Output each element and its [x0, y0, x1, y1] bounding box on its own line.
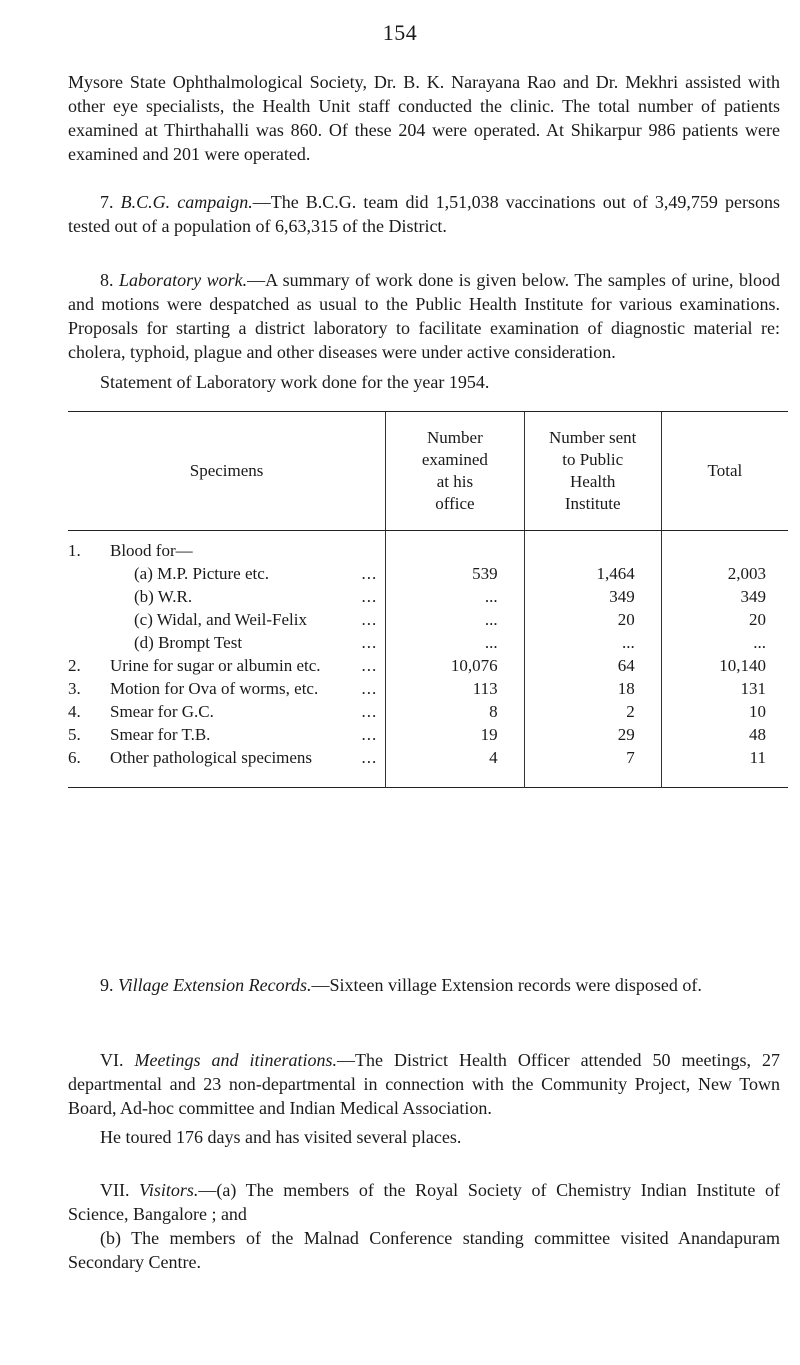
examined-cell: 4 [386, 746, 524, 788]
header-line: to Public [562, 450, 624, 469]
specimen-label: Smear for T.B. [110, 725, 211, 744]
paragraph-tours: He toured 176 days and has visited several places. [100, 1127, 462, 1147]
header-line: Number sent [549, 428, 637, 447]
section-text: —A summary of work done is given below. The samples of urine, blood and motions were despatched as usual to the Public Health Institute for various examinations. Proposals for starting a district laboratory to facilitate examination of diagnostic material re: cholera, typhoid, plague and other diseases were under active consideration. [68, 270, 781, 362]
section-number: 9. [100, 975, 114, 995]
specimen-label: Smear for G.C. [110, 702, 214, 721]
specimen-cell [68, 700, 386, 723]
examined-cell: 539 [386, 562, 524, 585]
specimen-number: 6. [68, 748, 81, 767]
paragraph-bcg-campaign [68, 190, 780, 238]
paragraph-visitors-b: (b) The members of the Malnad Conference standing committee visited Anandapuram Secondary Centre. [68, 1228, 780, 1272]
paragraph-ophthalmic-clinic: Mysore State Ophthalmological Society, Dr. B. K. Narayana Rao and Dr. Mekhri assisted with other eye specialists, the Health Unit staff conducted the clinic. The total number of patients examined at Thirthahalli was 860. Of these 204 were operated. At Shikarpur 986 patients were examined and 201 were operated. [68, 72, 780, 164]
table-row [68, 585, 788, 608]
specimen-label: Blood for— [110, 541, 193, 560]
header-total: Total [661, 412, 788, 531]
leader-dots: ... [361, 564, 378, 583]
total-cell: 131 [661, 677, 788, 700]
specimen-label: (c) Widal, and Weil-Felix [134, 610, 307, 629]
header-specimens: Specimens [68, 412, 386, 531]
examined-cell: 113 [386, 677, 524, 700]
examined-cell [386, 531, 524, 563]
specimen-cell [68, 585, 386, 608]
specimen-label: (b) W.R. [134, 587, 193, 606]
table-header-row [68, 412, 788, 531]
section-text: —(a) The members of the Royal Society of Chemistry Indian Institute of Science, Bangalore ; and [68, 1180, 780, 1224]
paragraph-village-extension [68, 973, 780, 997]
section-text: —Sixteen village Extension records were disposed of. [311, 975, 702, 995]
specimen-label: Urine for sugar or albumin etc. [110, 656, 321, 675]
header-line: examined [421, 450, 488, 469]
specimen-label: Motion for Ova of worms, etc. [110, 679, 319, 698]
specimen-cell [68, 723, 386, 746]
specimen-label: Other pathological specimens [110, 748, 313, 767]
leader-dots: ... [361, 587, 378, 606]
specimen-label: (d) Brompt Test [134, 633, 243, 652]
sent-cell: 349 [524, 585, 661, 608]
total-cell: ... [661, 631, 788, 654]
section-number: 7. [100, 192, 114, 212]
header-line: Health [570, 472, 616, 491]
specimen-cell [68, 677, 386, 700]
table-row [68, 723, 788, 746]
table-row [68, 608, 788, 631]
total-cell: 2,003 [661, 562, 788, 585]
specimen-number: 2. [68, 656, 81, 675]
header-sent [524, 412, 661, 531]
table-row [68, 677, 788, 700]
sent-cell: ... [524, 631, 661, 654]
sent-cell: 20 [524, 608, 661, 631]
specimen-number: 4. [68, 702, 81, 721]
table-caption: Statement of Laboratory work done for the year 1954. [100, 372, 490, 392]
specimen-number: 5. [68, 725, 81, 744]
specimen-cell [68, 631, 386, 654]
section-title: Visitors. [139, 1180, 199, 1200]
total-cell: 48 [661, 723, 788, 746]
laboratory-work-table [68, 411, 788, 788]
paragraph-meetings [68, 1048, 780, 1120]
table-row [68, 562, 788, 585]
sent-cell: 29 [524, 723, 661, 746]
specimen-cell [68, 746, 386, 788]
section-number: VII. [100, 1180, 130, 1200]
total-cell: 11 [661, 746, 788, 788]
total-cell: 349 [661, 585, 788, 608]
table-row [68, 531, 788, 563]
page-number: 154 [382, 20, 418, 45]
specimen-label: (a) M.P. Picture etc. [134, 564, 270, 583]
section-text: —The B.C.G. team did 1,51,038 vaccinations out of 3,49,759 persons tested out of a population of 6,63,315 of the District. [68, 192, 781, 236]
header-line: at his [436, 472, 474, 491]
sent-cell: 7 [524, 746, 661, 788]
section-title: B.C.G. campaign. [120, 192, 253, 212]
header-line: Number [427, 428, 483, 447]
leader-dots: ... [361, 725, 378, 744]
specimen-number: 1. [68, 541, 81, 560]
table-row [68, 700, 788, 723]
table-row [68, 654, 788, 677]
section-title: Village Extension Records. [118, 975, 312, 995]
total-cell: 20 [661, 608, 788, 631]
header-examined [386, 412, 524, 531]
leader-dots: ... [361, 702, 378, 721]
leader-dots: ... [361, 679, 378, 698]
header-line: Institute [564, 494, 621, 513]
leader-dots: ... [361, 633, 378, 652]
examined-cell: ... [386, 585, 524, 608]
section-text: —The District Health Officer attended 50 meetings, 27 departmental and 23 non-departmental in connection with the Community Project, New Town Board, Ad-hoc committee and Indian Medical Association. [68, 1050, 781, 1118]
examined-cell: 10,076 [386, 654, 524, 677]
sent-cell: 18 [524, 677, 661, 700]
section-number: VI. [100, 1050, 124, 1070]
sent-cell: 64 [524, 654, 661, 677]
specimen-cell [68, 562, 386, 585]
specimen-number: 3. [68, 679, 81, 698]
sent-cell: 1,464 [524, 562, 661, 585]
header-line: office [435, 494, 475, 513]
sent-cell [524, 531, 661, 563]
specimen-cell [68, 654, 386, 677]
examined-cell: 8 [386, 700, 524, 723]
leader-dots: ... [361, 656, 378, 675]
leader-dots: ... [361, 748, 378, 767]
section-number: 8. [100, 270, 114, 290]
paragraph-laboratory-work [68, 268, 780, 364]
total-cell [661, 531, 788, 563]
table-row [68, 631, 788, 654]
examined-cell: 19 [386, 723, 524, 746]
paragraph-visitors [68, 1178, 780, 1226]
specimen-cell [68, 531, 386, 563]
examined-cell: ... [386, 608, 524, 631]
section-title: Laboratory work. [119, 270, 248, 290]
specimen-cell [68, 608, 386, 631]
table-row [68, 746, 788, 788]
total-cell: 10,140 [661, 654, 788, 677]
examined-cell: ... [386, 631, 524, 654]
total-cell: 10 [661, 700, 788, 723]
section-title: Meetings and itinerations. [134, 1050, 337, 1070]
sent-cell: 2 [524, 700, 661, 723]
table-body [68, 531, 788, 788]
leader-dots: ... [361, 610, 378, 629]
